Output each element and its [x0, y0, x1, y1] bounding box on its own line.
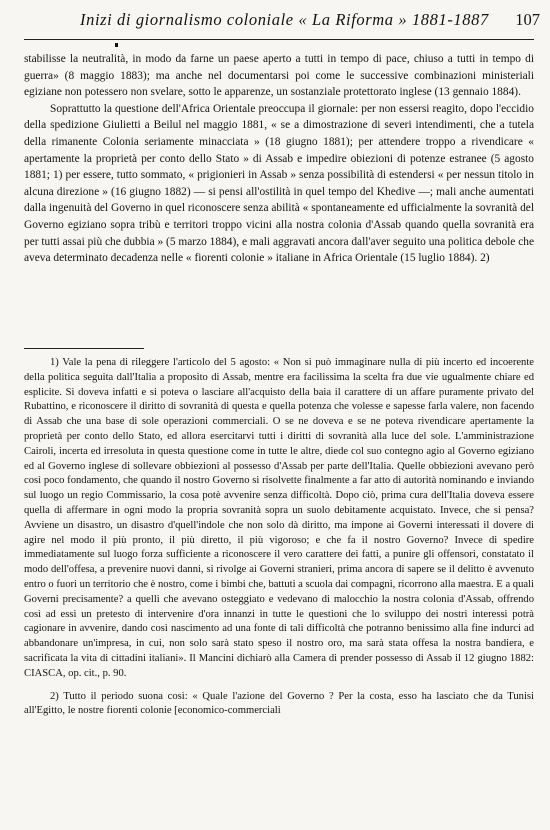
footnote-2: 2) Tutto il periodo suona così: « Quale l'azione del Governo ? Per la costa, esso ha lasciato che da Tunisi all'Egitto, le nostre fiorenti colonie [economico-commerciali — [24, 690, 534, 717]
running-title: Inizi di giornalismo coloniale « La Riforma » 1881-1887 — [80, 10, 489, 29]
page-header — [0, 8, 550, 34]
paragraph: Soprattutto la questione dell'Africa Orientale preoccupa il giornale: per non essersi reagito, dopo l'eccidio della spedizione Giulietti a Beilul nel maggio 1881, « se a dimostrazione di severi intendimenti, che a tutela della rimanente Colonia seriamente minacciata » (18 giugno 1881); per attendere troppo a rivendicare « apertamente la proprietà per conto dello Stato » di Assab e impedire obiezioni di potenze estranee (5 agosto 1881; 1) per essere, tutto sommato, « prigionieri in Assab » senza possibilità di estendersi « per nessun titolo in alcuna direzione » (16 giugno 1882) — si pensi all'ostilità in quel tempo del Khedive —; mali anche aumentati dalla ingenuità del Governo in quel riconoscere senza abilità « spontaneamente ed ufficialmente la sovranità del Governo egiziano sopra tribù e territori troppo vicini alla nostra colonia d'Assab quando quella sovranità era per tutti assai più che dubbia » (5 marzo 1884), e mali aggravati ancora dall'aver seguito una politica debole che aveva determinato decadenza nelle « fiorenti colonie » italiane in Africa Orientale (15 luglio 1884). 2) — [24, 102, 535, 265]
ink-mark — [115, 43, 118, 47]
footnote-1: 1) Vale la pena di rileggere l'articolo del 5 agosto: « Non si può immaginare nulla di più incerto ed incoerente della politica seguita dall'Italia a proposito di Assab, mentre era facilissima la scelta fra due vie ugualmente chiare ed esplicite. Si doveva infatti e si poteva o lasciare all'acquisto della baia il carattere di un affare puramente privato del Rubattino, e riconoscere il diritto di sovranità di questa e quella potenza che volesse e sapesse farla valere, non facendo di Assab che una base di sole operazioni commerciali. O se ne doveva e se ne poteva rivendicare apertamente la proprietà per conto dello Stato, ed allora esercitarvi tutti i diritti di sovranità alla luce del sole. L'amministrazione Cairoli, incerta ed irresoluta in questa questione come in tutte le altre, diede col suo contegno agio al Governo egiziano ed al Governo inglese di sollevare obbiezioni al possesso d'Assab per parte dell'Italia. Quelle obbiezioni avevano però così poco fondamento, che quando il nostro Governo si risolvette finalmente a far atto di autorità nominando e inviando sul luogo un regio Commissario, la cosa potè avvenire senza difficoltà. Dopo ciò, prima cura dell'Italia doveva essere quella di affermare in ogni modo la propria sovranità sopra un suolo debitamente acquistato. Invece, che si pensa? Avviene un disastro, un disastro d'quell'indole che non solo dà diritto, ma impone ai Governi interessati il dovere di agire nel modo il più pronto, il più diretto, il più vigoroso; e che fa il nostro Governo? Invece di spedire immediatamente sul luogo forza sufficiente a riconoscere il vero carattere dei fatti, a punire gli offensori, constatato il modo dell'offesa, a prevenire nuovi danni, si rivolge ai Governi stranieri, prima ancora di sapere se il delitto è avvenuto entro o fuori un territorio che è nostro, come i bimbi che, battuti a scuola dai compagni, ricorrono alla maestra. E a quali Governi precisamente? a quelli che avevano osteggiato e vedevano di malocchio la nostra colonia d'Assab, offrendo così ad essi un pretesto di intervenire d'ora innanzi in tutte le questioni che lo sviluppo dei nostri interessi potrà cagionare in avvenire, dando così nascimento ad una fonte di tali difficoltà che potranno benissimo alla fine indurci ad abbandonare un'impresa, in cui, non solo sarà stato speso il nostro oro, ma sarà stata offesa la nostra bandiera, e sacrificata la vita di cittadini italiani». Il Mancini dichiarò alla Camera di prender possesso di Assab il 12 giugno 1882: CIASCA, op. cit., p. 90. — [24, 357, 534, 679]
footnotes — [24, 356, 534, 719]
footnote-rule — [24, 348, 144, 349]
page-number: 107 — [515, 10, 540, 29]
paragraph: stabilisse la neutralità, in modo da farne un paese aperto a tutti in tempo di pace, chiuso a tutti in tempo di guerra» (8 maggio 1883); ma anche nel documentarsi poi come le successive combinazioni ministeriali egiziane non potessero non svelare, sotto le apparenze, un sostanziale protettorato inglese (13 gennaio 1884). — [24, 53, 534, 99]
header-rule — [24, 39, 534, 40]
main-text — [24, 51, 534, 267]
